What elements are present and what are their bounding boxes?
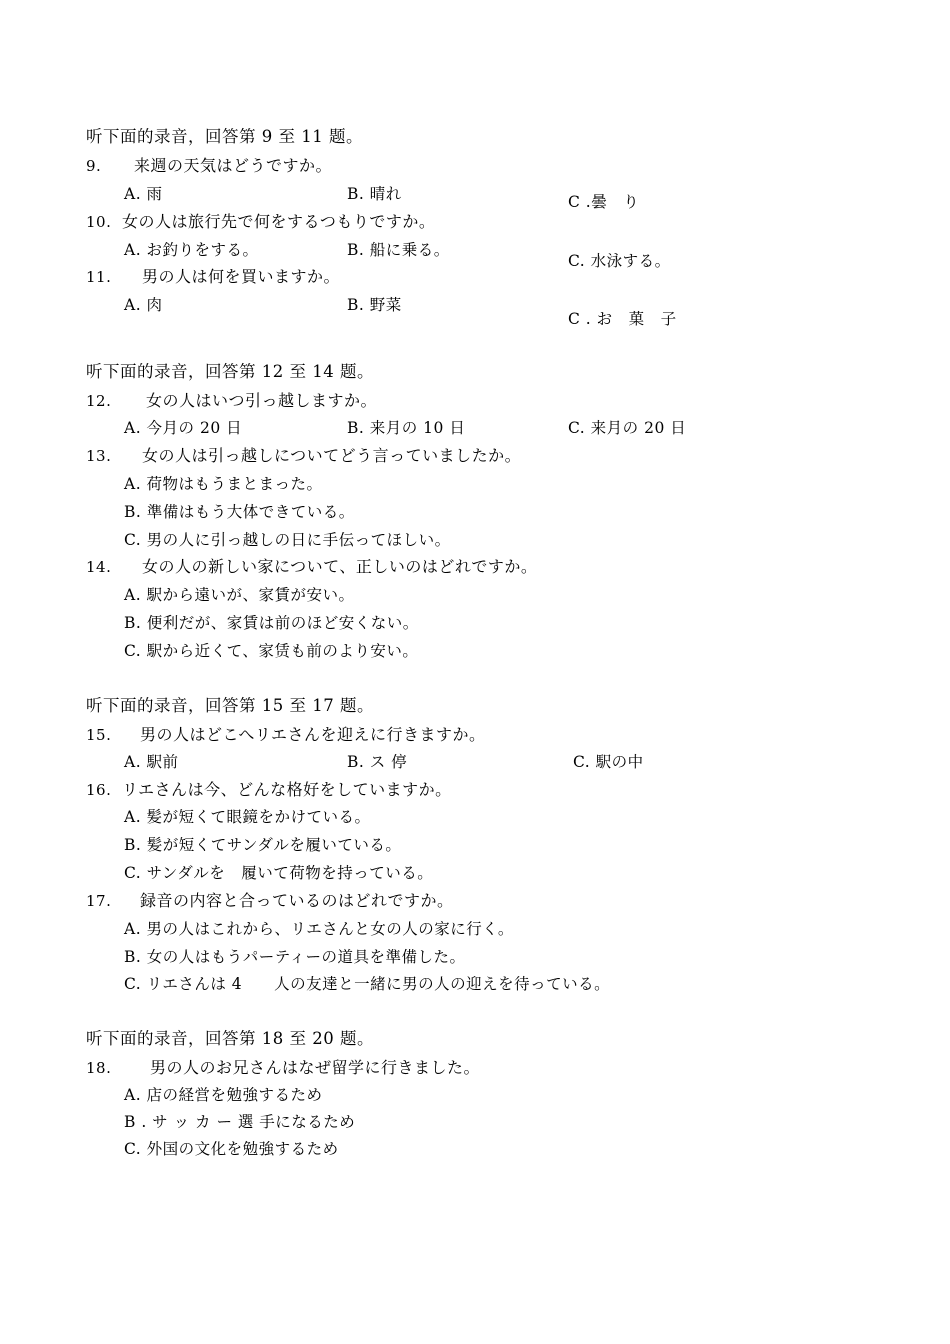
option-a: A. 駅から遠いが、家賃が安い。: [124, 586, 355, 604]
question-number: 10.: [86, 213, 112, 231]
option-b: B. 野菜: [347, 296, 402, 314]
option-c: C. 男の人に引っ越しの日に手伝ってほしい。: [124, 531, 451, 549]
option-c: C. 駅の中: [573, 753, 644, 771]
question-number: 12.: [86, 392, 112, 410]
question-number: 14.: [86, 558, 112, 576]
option-a: A. 店の経営を勉強するため: [124, 1086, 323, 1104]
section-title: 听下面的录音，回答第 9 至 11 题。: [86, 127, 363, 146]
option-c: C . お 菓 子: [568, 310, 677, 328]
option-a: A. 男の人はこれから、リエさんと女の人の家に行く。: [124, 920, 514, 938]
option-a: A. 駅前: [124, 753, 179, 771]
option-c: C. 外国の文化を勉強するため: [124, 1140, 339, 1158]
question-text: 女の人は旅行先で何をするつもりですか。: [122, 212, 436, 231]
section-title: 听下面的录音，回答第 15 至 17 题。: [86, 696, 374, 715]
option-b: B. 来月の 10 日: [347, 419, 466, 437]
section-title: 听下面的录音，回答第 12 至 14 题。: [86, 362, 374, 381]
question-text: 女の人はいつ引っ越しますか。: [146, 391, 378, 410]
question-number: 15.: [86, 726, 112, 744]
option-c: C. 駅から近くて、家赁も前のより安い。: [124, 642, 419, 660]
option-a: A. 髪が短くて眼鏡をかけている。: [124, 808, 371, 826]
option-a: A. 荷物はもうまとまった。: [124, 475, 323, 493]
option-a: A. 雨: [124, 185, 163, 203]
option-b: B. 髪が短くてサンダルを履いている。: [124, 836, 402, 854]
option-b: B. 女の人はもうパーティーの道具を準備した。: [124, 948, 466, 966]
question-text: 録音の内容と合っているのはどれですか。: [140, 891, 454, 910]
question-number: 9.: [86, 157, 102, 175]
question-text: リエさんは今、どんな格好をしていますか。: [122, 780, 452, 799]
option-b: B. 準備はもう大体できている。: [124, 503, 355, 521]
question-text: 男の人のお兄さんはなぜ留学に行きました。: [150, 1058, 481, 1077]
question-text: 来週の天気はどうですか。: [134, 156, 333, 175]
option-a: A. お釣りをする。: [124, 241, 259, 259]
option-c: C. リエさんは 4 人の友達と一緒に男の人の迎えを待っている。: [124, 975, 611, 993]
question-number: 17.: [86, 892, 112, 910]
question-text: 女の人は引っ越しについてどう言っていましたか。: [142, 446, 522, 465]
option-b: B. 晴れ: [347, 185, 402, 203]
question-number: 11.: [86, 268, 112, 286]
option-b: B. 便利だが、家賃は前のほど安くない。: [124, 614, 419, 632]
option-c: C. サンダルを 履いて荷物を持っている。: [124, 864, 434, 882]
question-text: 女の人の新しい家について、正しいのはどれですか。: [142, 557, 538, 576]
option-a: A. 肉: [124, 296, 163, 314]
option-c: C. 水泳する。: [568, 252, 671, 270]
question-number: 16.: [86, 781, 112, 799]
question-number: 18.: [86, 1059, 112, 1077]
option-c: C. 来月の 20 日: [568, 419, 687, 437]
question-text: 男の人は何を買いますか。: [142, 267, 341, 286]
section-title: 听下面的录音，回答第 18 至 20 题。: [86, 1029, 374, 1048]
option-b: B. 船に乗る。: [347, 241, 450, 259]
option-a: A. 今月の 20 日: [124, 419, 243, 437]
option-b: B. ス 停: [347, 753, 408, 771]
option-c: C .曇 り: [568, 193, 640, 211]
question-text: 男の人はどこへリエさんを迎えに行きますか。: [140, 725, 486, 744]
question-number: 13.: [86, 447, 112, 465]
option-b: B . サ ッ カ ー 選 手になるため: [124, 1113, 356, 1131]
